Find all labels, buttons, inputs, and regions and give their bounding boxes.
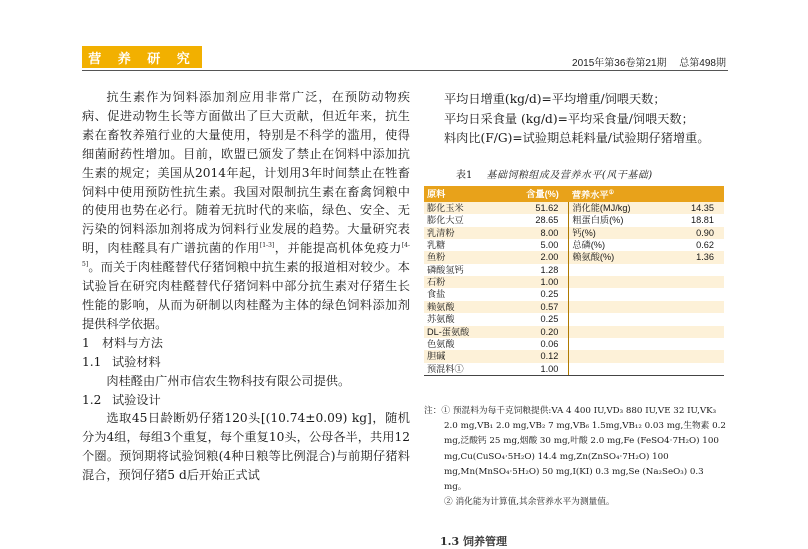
- ingredient-cell: 乳清粉: [427, 227, 455, 238]
- formula-line: 平均日增重(kg/d)=平均增重/饲喂天数；: [444, 92, 666, 106]
- nutrient-cell: 消化能(MJ/kg): [569, 202, 669, 214]
- ingredient-cell: 磷酸氢钙: [427, 264, 464, 275]
- nutrient-cell: [569, 363, 669, 376]
- content-cell: 0.20: [540, 326, 559, 337]
- ingredient-cell: 食盐: [427, 289, 446, 300]
- ingredient-cell: 胆碱: [427, 351, 446, 362]
- nutrient-value-cell: 1.36: [696, 252, 714, 263]
- nutrient-cell: 赖氨酸(%): [569, 251, 669, 263]
- ingredient-cell: 石粉: [427, 277, 446, 288]
- table-row: [424, 251, 724, 263]
- note-premix: 注：① 预混料为每千克饲粮提供:VA 4 400 IU,VD₃ 880 IU,VE 32 IU,VK₃ 2.0 mg,VB₁ 2.0 mg,VB₂ 7 mg,VB₆ 1.5mg,VB₁₂ 0.03 mg,生物素 0.2 mg,泛酸钙 25 mg,烟酸 30 mg,叶酸 2.0 mg,Fe (FeSO4·7H₂O) 100 mg,Cu(CuSO₄·5H₂O) 14.4 mg,Zn(ZnSO₄·7H₂O) 100 mg,Mn(MnSO₄·5H₂O) 50 mg,I(KI) 0.3 mg,Se (Na₂SeO₃) 0.3 mg。: [424, 406, 726, 493]
- ingredient-cell: 膨化玉米: [427, 203, 464, 214]
- content-cell: 5.00: [540, 240, 559, 251]
- table-row: [424, 363, 724, 376]
- formula-block: [428, 90, 728, 149]
- table-row: [424, 350, 724, 362]
- table-row: [424, 202, 724, 214]
- table-row: [424, 239, 724, 251]
- nutrient-value-cell: [669, 338, 724, 350]
- ingredient-cell: 色氨酸: [427, 338, 455, 349]
- content-cell: 0.12: [540, 351, 559, 362]
- header-content: 含量(%): [526, 189, 559, 200]
- nutrient-cell: [569, 276, 669, 288]
- nutrient-cell: [569, 301, 669, 313]
- header-rule: [82, 70, 728, 71]
- next-heading-partial: 1.3 饲养管理: [440, 535, 507, 548]
- design-paragraph: 选取45日龄断奶仔猪120头[(10.74±0.09) kg]，随机分为4组，每组3个重复，每个重复10头，公母各半，共用12个圈。预饲期将试验饲粮(4种日粮等比例混合)与前期仔猪料混合，预饲仔猪5 d后开始正式试: [82, 411, 410, 483]
- ingredient-cell: 乳糖: [427, 240, 446, 251]
- ingredient-cell: DL-蛋氨酸: [427, 326, 470, 337]
- nutrient-cell: 总磷(%): [569, 239, 669, 251]
- table-header-row: [424, 186, 724, 202]
- formula-line: 平均日采食量 (kg/d)=平均采食量/饲喂天数；: [444, 111, 694, 126]
- nutrient-cell: [569, 264, 669, 276]
- nutrient-value-cell: [669, 313, 724, 325]
- diet-composition-table: [424, 186, 724, 376]
- table-row: [424, 227, 724, 239]
- table-row: [424, 288, 724, 300]
- materials-paragraph: 肉桂醛由广州市信农生物科技有限公司提供。: [106, 373, 351, 388]
- header-nutrient: 营养水平①: [571, 190, 615, 201]
- nutrient-cell: [569, 313, 669, 325]
- content-cell: 1.00: [499, 363, 569, 376]
- ingredient-cell: 鱼粉: [427, 252, 446, 263]
- section-heading: 1 材料与方法: [82, 335, 163, 350]
- table-row: [424, 338, 724, 350]
- nutrient-value-cell: [669, 363, 724, 376]
- ingredient-cell: 预混料①: [424, 363, 499, 376]
- intro-paragraph: 抗生素作为饲料添加剂应用非常广泛，在预防动物疾病、促进动物生长等方面做出了巨大贡献，但近年来，抗生素在畜牧养殖行业的大量使用，特别是不科学的滥用，使得细菌耐药性增加。目前，欧盟已颁发了禁止在饲料中添加抗生素的规定；美国从2014年起，计划用3年时间禁止在牲畜饲料中使用预防性抗生素。我国对限制抗生素在畜禽饲粮中的使用也势在必行。随着无抗时代的来临，绿色、安全、无污染的饲料添加剂将成为饲料行业发展的趋势。大量研究表明，肉桂醛具有广谱抗菌的作用[1-3]，并能提高机体免疫力[4-5]。而关于肉桂醛替代仔猪饲粮中抗生素的报道相对较少。本试验旨在研究肉桂醛替代仔猪饲料中部分抗生素对仔猪生长性能的影响，从而为研制以肉桂醛为主体的绿色饲料添加剂提供科学依据。: [82, 90, 411, 331]
- nutrient-cell: 粗蛋白质(%): [569, 214, 669, 226]
- subsection-heading: 1.2 试验设计: [82, 392, 161, 407]
- content-cell: 0.57: [540, 301, 559, 312]
- table-row: [424, 301, 724, 313]
- content-cell: 51.62: [535, 203, 559, 214]
- content-cell: 1.00: [540, 277, 559, 288]
- nutrient-value-cell: 18.81: [691, 215, 714, 226]
- nutrient-cell: [569, 326, 669, 338]
- table-row: [424, 326, 724, 338]
- subsection-heading: 1.1 试验材料: [82, 354, 161, 369]
- nutrient-value-cell: [669, 288, 724, 300]
- nutrient-value-cell: [669, 264, 724, 276]
- table-notes: [424, 404, 728, 510]
- ingredient-cell: 赖氨酸: [427, 301, 455, 312]
- nutrient-cell: 钙(%): [569, 227, 669, 239]
- nutrient-value-cell: [669, 350, 724, 362]
- content-cell: 1.28: [540, 264, 559, 275]
- content-cell: 28.65: [535, 215, 559, 226]
- table-row: [424, 264, 724, 276]
- header-nutrient-value: [669, 186, 724, 202]
- content-cell: 0.25: [540, 314, 559, 325]
- section-badge: 营 养 研 究: [82, 46, 202, 68]
- issue-info: 2015年第36卷第21期 总第498期: [572, 58, 726, 69]
- table-caption: 表1 基础饲粮组成及营养水平(风干基础): [456, 170, 653, 181]
- citation: [1-3]: [259, 242, 275, 250]
- nutrient-value-cell: [669, 276, 724, 288]
- nutrient-value-cell: 0.90: [696, 227, 714, 238]
- ingredient-cell: 膨化大豆: [427, 215, 464, 226]
- nutrient-value-cell: [669, 326, 724, 338]
- content-cell: 0.25: [540, 289, 559, 300]
- table-row: [424, 214, 724, 226]
- table-row: [424, 276, 724, 288]
- table-row: [424, 313, 724, 325]
- header-ingredient: 原料: [427, 189, 446, 200]
- nutrient-cell: [569, 288, 669, 300]
- nutrient-cell: [569, 350, 669, 362]
- ingredient-cell: 苏氨酸: [427, 314, 455, 325]
- formula-line: 料肉比(F/G)=试验期总耗料量/试验期仔猪增重。: [444, 131, 710, 145]
- content-cell: 0.06: [540, 338, 559, 349]
- left-column: [82, 88, 410, 485]
- nutrient-value-cell: 0.62: [696, 240, 714, 251]
- content-cell: 8.00: [540, 227, 559, 238]
- note-energy: ② 消化能为计算值,其余营养水平为测量值。: [444, 497, 615, 508]
- citation: [4-5]: [82, 242, 411, 269]
- nutrient-value-cell: [669, 301, 724, 313]
- content-cell: 2.00: [540, 252, 559, 263]
- nutrient-value-cell: 14.35: [691, 203, 714, 214]
- nutrient-cell: [569, 338, 669, 350]
